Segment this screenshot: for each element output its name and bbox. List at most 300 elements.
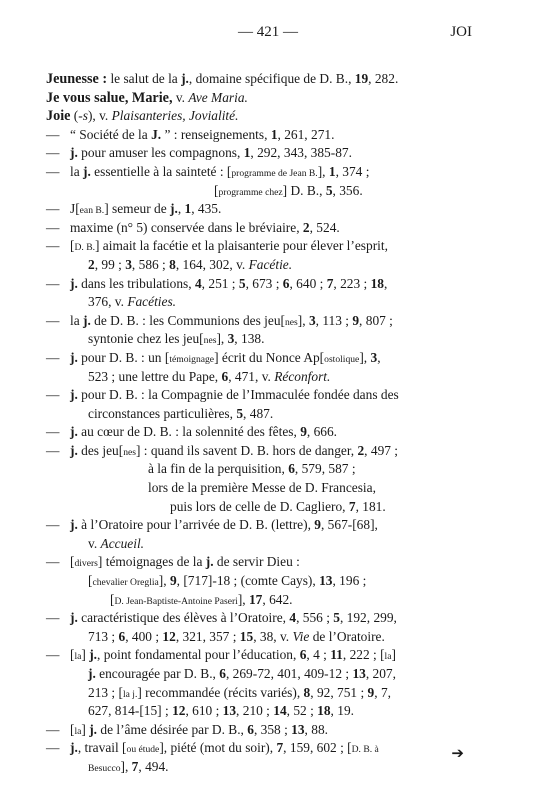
text-segment: , 586 ;: [131, 256, 170, 272]
index-line-text: [70, 275, 387, 294]
text-segment: , 556 ;: [296, 610, 334, 626]
index-line: [46, 498, 470, 517]
index-line: [46, 312, 470, 331]
text-segment: la: [384, 651, 392, 663]
text-segment: 5: [333, 610, 340, 626]
text-segment: j.: [181, 71, 189, 86]
text-segment: 6: [282, 275, 290, 291]
text-segment: 14: [273, 703, 287, 719]
index-line: [46, 200, 470, 219]
text-segment: ou étude: [126, 744, 160, 756]
text-segment: , 807 ;: [359, 312, 393, 328]
text-segment: , 92, 751 ;: [310, 684, 368, 700]
text-segment: , 223 ;: [333, 275, 371, 291]
text-segment: Ave Maria.: [188, 89, 248, 105]
text-segment: j.: [70, 424, 78, 440]
text-segment: nes: [203, 335, 217, 347]
entry-dash: —: [46, 387, 60, 403]
index-line-text: [88, 684, 391, 705]
text-segment: , domaine spécifique de D. B.,: [188, 71, 355, 86]
text-segment: ean B.: [79, 205, 105, 217]
text-segment: , 356.: [332, 182, 363, 198]
text-segment: 2: [88, 256, 95, 272]
index-line: [46, 144, 470, 163]
index-line: [46, 442, 470, 461]
index-line: [46, 628, 470, 647]
text-segment: 9: [314, 517, 321, 533]
index-line-text: [46, 107, 238, 126]
index-line-text: [148, 460, 356, 479]
text-segment: Accueil.: [100, 535, 145, 551]
text-segment: , 164, 302, v.: [175, 256, 249, 272]
entry-dash: —: [46, 442, 60, 458]
text-segment: 12: [172, 703, 186, 719]
text-segment: au cœur de D. B. : la solennité des fêtes,: [77, 424, 301, 440]
index-line-text: [88, 535, 144, 554]
text-segment: 2: [357, 442, 365, 458]
text-segment: 5: [325, 182, 333, 198]
text-segment: 6: [247, 721, 254, 737]
entry-dash: —: [46, 238, 60, 254]
text-segment: la: [70, 163, 84, 179]
text-segment: 213 ; [: [88, 684, 123, 700]
text-segment: v.: [88, 535, 101, 551]
text-segment: ],: [237, 591, 249, 607]
index-line: [46, 460, 470, 479]
text-segment: 7: [131, 758, 139, 774]
text-segment: 9: [300, 424, 307, 440]
text-segment: j.: [205, 554, 214, 570]
index-line-text: [70, 609, 397, 628]
text-segment: [: [70, 647, 75, 663]
text-segment: , 159, 602 ; [: [283, 740, 352, 756]
text-segment: la: [70, 312, 84, 328]
text-segment: ],: [317, 163, 329, 179]
text-segment: 5: [238, 275, 246, 291]
text-segment: 6: [288, 461, 295, 477]
entry-dash: —: [46, 275, 60, 291]
text-segment: D. B.: [74, 242, 95, 254]
text-segment: de D. B. : les Communions des jeu[: [90, 312, 285, 328]
index-line-text: [70, 144, 352, 163]
text-segment: 6: [118, 628, 126, 644]
text-segment: , 494.: [138, 758, 169, 774]
index-line: [46, 423, 470, 442]
index-line-text: [148, 479, 376, 498]
text-segment: ],: [158, 573, 170, 589]
text-segment: syntonie chez les jeu[: [88, 331, 204, 347]
text-segment: , 292, 343, 385-87.: [250, 145, 352, 161]
text-segment: Facétie.: [248, 256, 293, 272]
text-segment: 7: [326, 275, 334, 291]
text-segment: , 38, v.: [253, 628, 293, 644]
text-segment: puis lors de celle de D. Cagliero,: [170, 498, 349, 514]
text-segment: 13: [319, 573, 333, 589]
text-segment: ] semeur de: [104, 201, 170, 217]
continue-arrow-icon: ➔: [451, 746, 464, 762]
entry-dash: —: [46, 349, 60, 365]
text-segment: , 666.: [306, 424, 338, 440]
text-segment: 12: [162, 628, 176, 644]
text-segment: J.: [151, 126, 162, 142]
text-segment: 19: [354, 71, 369, 86]
index-line: [46, 386, 470, 405]
index-line: [46, 609, 470, 628]
text-segment: ,: [177, 201, 185, 217]
text-segment: Facéties.: [127, 294, 177, 310]
text-segment: 1: [270, 126, 278, 142]
text-segment: , 358 ;: [253, 721, 292, 737]
index-line: [46, 368, 470, 387]
text-segment: (-: [70, 108, 83, 124]
running-head: JOI: [450, 24, 472, 40]
index-line-text: [70, 349, 381, 370]
index-line-text: [88, 758, 169, 779]
text-segment: j.: [88, 666, 96, 681]
index-line-text: [214, 182, 363, 203]
text-segment: ],: [359, 349, 371, 365]
text-segment: pour amuser les compagnons,: [77, 145, 244, 161]
text-segment: D. B. à: [351, 744, 379, 756]
text-segment: nes: [284, 316, 298, 328]
text-segment: 8: [303, 684, 311, 700]
index-line-text: [70, 219, 340, 238]
entry-dash: —: [46, 126, 60, 142]
index-line-text: [70, 721, 328, 742]
index-line: [46, 702, 470, 721]
entry-dash: —: [46, 721, 60, 737]
text-segment: , 251 ;: [201, 275, 239, 291]
index-line-text: [70, 739, 379, 760]
text-segment: j.: [70, 740, 78, 756]
index-line-text: [70, 442, 398, 463]
text-segment: programme de Jean B.: [231, 167, 318, 179]
entry-dash: —: [46, 312, 60, 328]
text-segment: , 610 ;: [185, 703, 223, 719]
text-segment: la: [74, 725, 82, 737]
index-line-text: [88, 628, 385, 647]
text-segment: , 640 ;: [289, 275, 327, 291]
text-segment: ] aimait la facétie et la plaisanterie pour élever l’esprit,: [95, 238, 388, 254]
text-segment: , 222 ; [: [342, 647, 385, 663]
text-segment: Besucco: [88, 762, 121, 774]
text-segment: 3: [227, 331, 235, 347]
text-segment: 7: [348, 498, 356, 514]
text-segment: 8: [169, 256, 176, 272]
entry-dash: —: [46, 740, 60, 756]
text-segment: chevalier Oreglia: [92, 577, 159, 589]
text-segment: J[: [70, 201, 80, 217]
text-segment: 3: [125, 256, 132, 272]
text-segment: , travail [: [77, 740, 127, 756]
text-segment: des jeu[: [77, 442, 124, 458]
text-segment: ]: [391, 647, 396, 663]
index-line: [46, 572, 470, 591]
text-segment: 15: [239, 628, 254, 644]
text-segment: 1: [243, 145, 251, 161]
text-segment: , 321, 357 ;: [175, 628, 240, 644]
text-segment: 13: [352, 666, 366, 681]
index-line-text: [88, 405, 273, 424]
index-line-text: [70, 516, 378, 535]
index-line: [46, 293, 470, 312]
text-segment: circonstances particulières,: [88, 405, 237, 421]
text-segment: 1: [328, 163, 336, 179]
text-segment: divers: [74, 558, 98, 570]
text-segment: 3: [370, 349, 378, 365]
index-line-text: [110, 591, 293, 612]
text-segment: ] recommandée (récits variés),: [137, 684, 304, 700]
text-segment: lors de la première Messe de D. Francesia,: [148, 480, 376, 496]
text-segment: 3: [308, 312, 316, 328]
index-line-text: [46, 89, 248, 108]
entry-dash: —: [46, 145, 60, 161]
text-segment: ],: [216, 331, 228, 347]
index-line-text: [70, 646, 396, 667]
text-segment: Plaisanteries, Jovialité.: [111, 108, 239, 124]
text-segment: , 673 ;: [245, 275, 283, 291]
text-segment: Jeunesse :: [46, 71, 108, 87]
text-segment: j.: [83, 163, 91, 179]
text-segment: Joie: [46, 108, 71, 125]
text-segment: , 4 ;: [306, 647, 331, 663]
text-segment: ]: [81, 647, 90, 663]
text-segment: à l’Oratoire pour l’arrivée de D. B. (lettre),: [77, 517, 315, 533]
index-line: [46, 163, 470, 182]
page-number: — 421 —: [238, 24, 298, 40]
entry-dash: —: [46, 517, 60, 533]
text-segment: j.: [70, 517, 78, 533]
text-segment: 6: [219, 666, 226, 681]
index-line: [46, 405, 470, 424]
text-segment: , 113 ;: [315, 312, 353, 328]
index-line-text: [46, 70, 398, 89]
text-segment: , 642.: [262, 591, 293, 607]
index-line-text: [70, 200, 221, 221]
text-segment: j.: [70, 145, 78, 161]
text-segment: de servir Dieu :: [213, 554, 300, 570]
entry-dash: —: [46, 610, 60, 626]
text-segment: Réconfort.: [274, 368, 331, 384]
text-segment: [: [70, 554, 75, 570]
text-segment: , 524.: [309, 219, 340, 235]
text-segment: 2: [302, 219, 310, 235]
index-line: [46, 219, 470, 238]
page-header: [0, 24, 536, 44]
text-segment: nes: [123, 446, 136, 458]
index-line-text: [170, 498, 386, 517]
text-segment: , 282.: [368, 71, 399, 86]
text-segment: , 19.: [330, 703, 354, 719]
index-line-text: [70, 163, 369, 184]
text-segment: , 567-[68],: [320, 517, 378, 533]
index-line: [46, 107, 470, 126]
index-line-text: [88, 330, 264, 351]
text-segment: , 374 ;: [335, 163, 370, 179]
text-segment: Je vous salue, Marie,: [46, 89, 173, 106]
text-segment: , 435.: [191, 201, 222, 217]
text-segment: maxime (n° 5) conservée dans le bréviaire,: [70, 219, 303, 235]
index-line: [46, 479, 470, 498]
text-segment: , 471, v.: [228, 368, 275, 384]
index-line-text: [70, 312, 393, 333]
text-segment: ), v.: [87, 108, 112, 124]
text-segment: 5: [236, 405, 244, 421]
text-segment: 6: [299, 647, 307, 663]
text-segment: j.: [70, 610, 78, 626]
text-segment: j.: [83, 312, 91, 328]
text-segment: caractéristique des élèves à l’Oratoire,: [77, 610, 290, 626]
text-segment: de l’Oratoire.: [309, 628, 385, 644]
text-segment: de l’âme désirée par D. B.,: [97, 721, 248, 737]
index-line: [46, 89, 470, 108]
index-line: [46, 237, 470, 256]
entry-dash: —: [46, 163, 60, 179]
text-segment: ], piété (mot du soir),: [159, 740, 277, 756]
text-segment: , 196 ;: [332, 573, 367, 589]
text-segment: ],: [120, 758, 132, 774]
text-segment: ] écrit du Nonce Ap[: [214, 349, 325, 365]
text-segment: dans les tribulations,: [77, 275, 195, 291]
text-segment: , 181.: [355, 498, 386, 514]
entry-dash: —: [46, 647, 60, 663]
text-segment: le salut de la: [107, 71, 182, 86]
text-segment: v.: [172, 89, 189, 105]
text-segment: encouragée par D. B.,: [95, 666, 220, 681]
text-segment: , 138.: [234, 331, 265, 347]
text-segment: “ Société de la: [70, 126, 152, 142]
text-segment: j.: [170, 201, 178, 217]
text-segment: 4: [289, 610, 297, 626]
index-line: [46, 126, 470, 145]
text-segment: j.: [70, 275, 78, 291]
text-segment: 13: [291, 721, 305, 737]
text-segment: [: [214, 182, 219, 198]
text-segment: Vie: [292, 628, 310, 644]
text-segment: , 7,: [374, 684, 391, 700]
text-segment: 18: [370, 275, 384, 291]
text-segment: j.: [70, 442, 78, 458]
text-segment: 376, v.: [88, 294, 128, 310]
text-segment: , 497 ;: [364, 442, 399, 458]
index-line-text: [88, 702, 354, 721]
index-line-text: [88, 293, 176, 312]
entry-dash: —: [46, 554, 60, 570]
text-segment: , 99 ;: [94, 256, 126, 272]
text-segment: , 52 ;: [286, 703, 318, 719]
text-segment: la: [74, 651, 82, 663]
index-line-text: [70, 553, 300, 574]
index-line-text: [70, 126, 334, 145]
index-line: [46, 758, 470, 777]
index-line: [46, 591, 470, 610]
index-line: [46, 70, 470, 89]
text-segment: , 192, 299,: [339, 610, 397, 626]
text-segment: [: [70, 238, 75, 254]
text-segment: s: [82, 108, 88, 124]
text-segment: 9: [367, 684, 375, 700]
text-segment: [: [88, 573, 93, 589]
text-segment: ] : quand ils savent D. B. hors de danger,: [135, 442, 358, 458]
index-line-text: [88, 572, 366, 593]
index-line-text: [88, 368, 330, 387]
index-line-text: [88, 256, 292, 275]
text-segment: 523 ; une lettre du Pape,: [88, 368, 222, 384]
text-segment: 9: [169, 573, 177, 589]
text-segment: la j.: [122, 688, 138, 700]
index-line: [46, 646, 470, 665]
text-segment: , point fondamental pour l’éducation,: [97, 647, 300, 663]
text-segment: ]: [81, 721, 90, 737]
text-segment: 9: [352, 312, 360, 328]
index-line-text: [70, 237, 388, 258]
text-segment: , 487.: [243, 405, 274, 421]
entry-dash: —: [46, 201, 60, 217]
text-segment: 4: [194, 275, 202, 291]
text-segment: ] D. B.,: [282, 182, 326, 198]
text-segment: , 261, 271.: [277, 126, 335, 142]
index-line: [46, 256, 470, 275]
index-line: [46, 553, 470, 572]
text-segment: ] témoignages de la: [97, 554, 206, 570]
text-segment: , 579, 587 ;: [294, 461, 356, 477]
text-segment: témoignage: [169, 353, 215, 365]
text-segment: , 400 ;: [125, 628, 163, 644]
text-segment: , 210 ;: [236, 703, 274, 719]
entry-dash: —: [46, 219, 60, 235]
index-line: [46, 182, 470, 201]
index-line: [46, 535, 470, 554]
text-segment: 18: [317, 703, 331, 719]
text-segment: , [717]-18 ; (comte Cays),: [176, 573, 320, 589]
text-segment: j.: [70, 349, 78, 365]
text-segment: [: [110, 591, 115, 607]
text-segment: pour D. B. : un [: [77, 349, 170, 365]
text-segment: D. Jean-Baptiste-Antoine Paseri: [114, 595, 238, 607]
index-line: [46, 684, 470, 703]
text-segment: , 207,: [365, 666, 396, 681]
text-segment: 7: [276, 740, 284, 756]
index-entries: [46, 70, 470, 777]
text-segment: à la fin de la perquisition,: [148, 461, 289, 477]
text-segment: j.: [70, 387, 78, 403]
text-segment: essentielle à la sainteté : [: [90, 163, 232, 179]
index-line-text: [88, 665, 396, 684]
index-line: [46, 739, 470, 758]
text-segment: ,: [383, 275, 388, 291]
text-segment: 17: [248, 591, 263, 607]
text-segment: 6: [221, 368, 229, 384]
text-segment: 13: [222, 703, 237, 719]
text-segment: [: [70, 721, 75, 737]
index-line: [46, 275, 470, 294]
text-segment: ],: [297, 312, 309, 328]
index-line: [46, 665, 470, 684]
text-segment: 11: [330, 647, 343, 663]
index-line-text: [70, 423, 337, 442]
index-line: [46, 330, 470, 349]
index-line: [46, 516, 470, 535]
text-segment: 713 ;: [88, 628, 119, 644]
text-segment: programme chez: [218, 186, 283, 198]
text-segment: ,: [377, 349, 381, 365]
text-segment: j.: [89, 721, 98, 737]
text-segment: 1: [184, 201, 192, 217]
text-segment: ” : renseignements,: [161, 126, 271, 142]
text-segment: j.: [89, 647, 98, 663]
text-segment: pour D. B. : la Compagnie de l’Immaculée fondée dans des: [77, 387, 399, 403]
index-line: [46, 349, 470, 368]
